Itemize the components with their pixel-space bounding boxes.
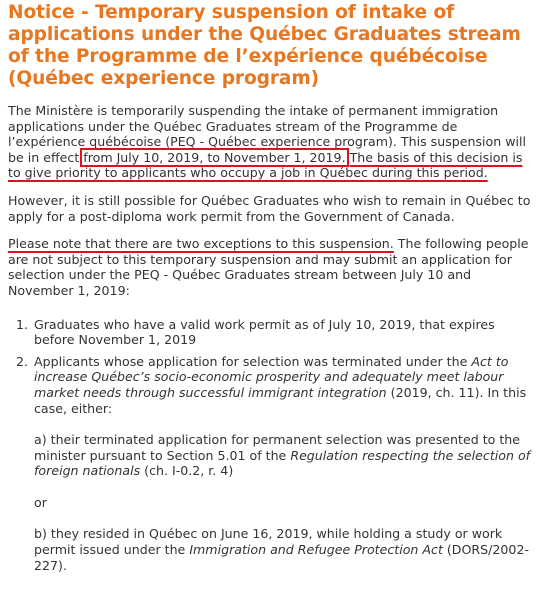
work-permit-paragraph: However, it is still possible for Québec Graduates who wish to remain in Québec to apply for a post-diploma work permit from the Government of Canada. <box>8 192 531 224</box>
exception-item-2-end: (2019, ch. 11). In this case, either: <box>34 384 527 416</box>
act-title: Act to increase Québec’s socio-economic prosperity and adequately meet labour market needs through successful immigrant integration <box>34 353 509 400</box>
sub-condition-a <box>34 432 536 479</box>
sub-condition-b-text: b) they resided in Québec on June 16, 2019, while holding a study or work permit issued under the <box>34 526 503 558</box>
suspension-paragraph <box>8 103 536 181</box>
decision-basis-underlined: The basis of this decision is to give priority to applicants who occupy a job in Québec during this period. <box>8 149 523 181</box>
suspension-intro-text: The Ministère is temporarily suspending the intake of permanent immigration applications under the Québec Graduates stream of the Programme de l’expérience québécoise (PEQ - Québec experience program). This suspension will be in effect <box>8 103 527 165</box>
exceptions-note-underlined: Please note that there are two exceptions to this suspension. <box>8 236 394 252</box>
exception-item-2 <box>32 354 536 574</box>
exception-item-2-intro: Applicants whose application for selection was terminated under the <box>34 353 472 369</box>
sub-condition-a-text: a) their terminated application for permanent selection was presented to the minister pursuant to Section 5.01 of the <box>34 432 521 463</box>
sub-condition-b <box>34 526 536 573</box>
notice-title: Notice - Temporary suspension of intake of applications under the Québec Graduates stream of the Programme de l’expérience québécoise (Québec experience program) <box>8 2 521 89</box>
sub-condition-b-end: (DORS/2002-227). <box>34 542 529 573</box>
exceptions-description: The following people are not subject to this temporary suspension and may submit an application for selection under the PEQ - Québec Graduates stream between July 10 and November 1, 2019: <box>8 236 529 298</box>
sub-condition-a-end: (ch. I-0.2, r. 4) <box>140 463 234 479</box>
exceptions-paragraph <box>8 236 536 298</box>
notice-content <box>8 2 536 573</box>
date-range-highlight: from July 10, 2019, to November 1, 2019. <box>80 148 348 167</box>
regulation-title: Regulation respecting the selection of foreign nationals <box>34 447 531 479</box>
exception-item-1: 1. Graduates who have a valid work permit as of July 10, 2019, that expires before November 1, 2019 <box>32 317 536 348</box>
exceptions-list <box>8 317 536 574</box>
irpa-title: Immigration and Refugee Protection Act <box>189 542 443 558</box>
or-separator: or <box>34 494 47 510</box>
